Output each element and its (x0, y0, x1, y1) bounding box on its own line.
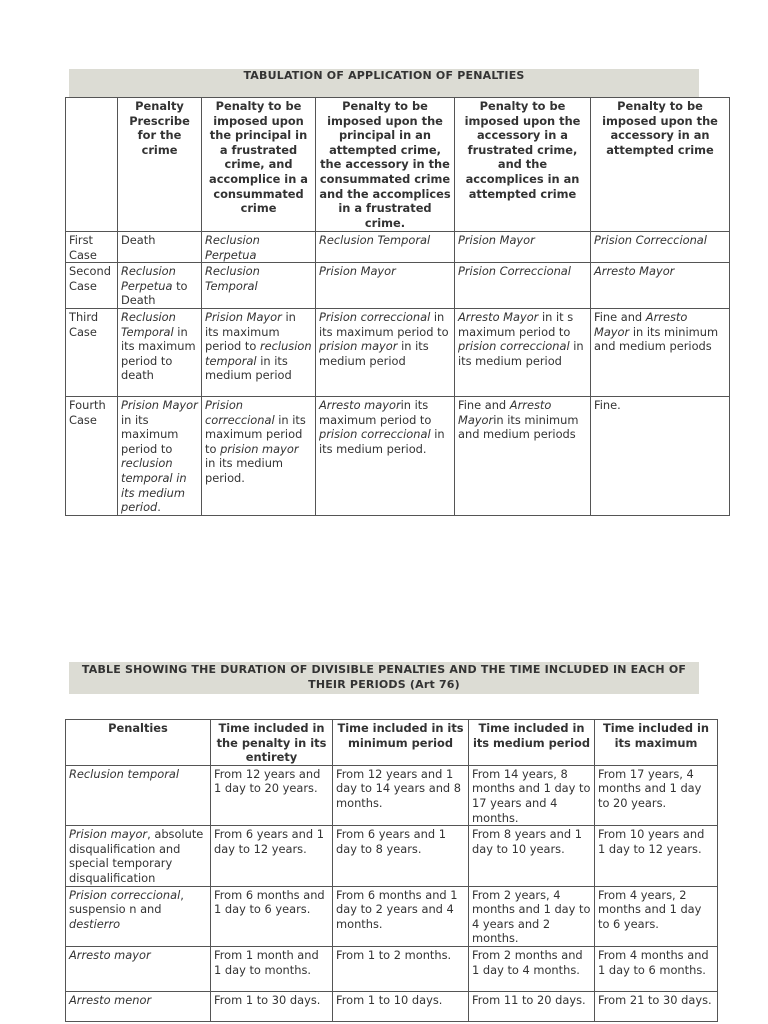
entirety-cell: From 1 to 30 days. (211, 991, 333, 1021)
accessory-frustrated-cell (455, 232, 591, 263)
text-run: in its maximum period to (205, 412, 306, 456)
table-row (66, 886, 718, 946)
case-label: First Case (66, 232, 118, 263)
italic-text: Arresto mayor (69, 947, 151, 962)
accessory-attempted-cell (591, 232, 730, 263)
text-run: Death (121, 233, 156, 247)
italic-text: Prision Mayor (458, 233, 535, 247)
italic-text: Arresto Mayor (594, 309, 688, 339)
italic-text: Reclusion Temporal (121, 309, 176, 339)
medium-cell: From 2 years, 4 months and 1 day to 4 years and 2 months. (469, 886, 595, 946)
medium-cell: From 2 months and 1 day to 4 months. (469, 946, 595, 991)
italic-text: Prision Mayor (319, 264, 396, 279)
text-run: in its medium period. (205, 456, 284, 485)
attempted-cell (316, 396, 455, 515)
minimum-cell: From 6 years and 1 day to 8 years. (333, 826, 469, 886)
accessory-attempted-cell (591, 396, 730, 515)
frustrated-cell (202, 232, 316, 263)
penalty-name (66, 826, 211, 886)
frustrated-cell (202, 308, 316, 396)
table-row (66, 765, 718, 825)
header-medium: Time included in its medium period (469, 720, 595, 766)
entirety-cell: From 6 months and 1 day to 6 years. (211, 886, 333, 946)
frustrated-cell (202, 263, 316, 309)
table-row (66, 396, 730, 515)
italic-text: Reclusion temporal (69, 766, 180, 781)
text-run: Fine and (594, 309, 646, 324)
entirety-cell: From 1 month and 1 day to months. (211, 946, 333, 991)
prescribed-cell (118, 263, 202, 309)
italic-text: Prision correccional (205, 397, 275, 427)
italic-text: Prision Mayor (205, 309, 282, 324)
text-run: . (157, 500, 161, 515)
header-frustrated: Penalty to be imposed upon the principal in a frustrated crime, and accomplice in a consummated crime (202, 98, 316, 232)
text-run: in its minimum and medium periods (458, 412, 579, 442)
text-run: in it s maximum period to (458, 309, 574, 339)
case-label: Third Case (66, 308, 118, 396)
italic-text: Prision correccional (319, 309, 431, 324)
italic-text: Reclusion Temporal (205, 264, 260, 293)
text-run: , absolute disqualification and special temporary disqualification (69, 827, 204, 885)
penalties-table-title: TABULATION OF APPLICATION OF PENALTIES (69, 69, 699, 97)
maximum-cell: From 4 years, 2 months and 1 day to 6 years. (595, 886, 718, 946)
minimum-cell: From 1 to 2 months. (333, 946, 469, 991)
penalty-name (66, 765, 211, 825)
penalty-name (66, 886, 211, 946)
header-attempted: Penalty to be imposed upon the principal in an attempted crime, the accessory in the consummated crime and the accomplices in a frustrated crime. (316, 98, 455, 232)
text-run: in its medium period (458, 339, 584, 368)
text-run: in its maximum period to (319, 397, 432, 427)
prescribed-cell (118, 232, 202, 263)
maximum-cell: From 21 to 30 days. (595, 991, 718, 1021)
durations-table-title: TABLE SHOWING THE DURATION OF DIVISIBLE PENALTIES AND THE TIME INCLUDED IN EACH OF THEIR PERIODS (Art 76) (69, 662, 699, 694)
minimum-cell: From 1 to 10 days. (333, 991, 469, 1021)
italic-text: Arresto mayor (319, 397, 401, 412)
medium-cell: From 8 years and 1 day to 10 years. (469, 826, 595, 886)
italic-text: destierro (69, 916, 121, 931)
entirety-cell: From 6 years and 1 day to 12 years. (211, 826, 333, 886)
minimum-cell: From 6 months and 1 day to 2 years and 4 months. (333, 886, 469, 946)
minimum-cell: From 12 years and 1 day to 14 years and 8 months. (333, 765, 469, 825)
header-minimum: Time included in its minimum period (333, 720, 469, 766)
text-run: , suspensio n and (69, 887, 184, 917)
accessory-attempted-cell (591, 263, 730, 309)
table-row (66, 232, 730, 263)
header-case (66, 98, 118, 232)
italic-text: Prision correccional (69, 887, 181, 902)
italic-text: prision mayor (220, 441, 299, 456)
italic-text: Prision Correccional (458, 264, 571, 279)
italic-text: Prision Mayor (121, 397, 198, 412)
attempted-cell (316, 232, 455, 263)
header-maximum: Time included in its maximum (595, 720, 718, 766)
italic-text: prision mayor (319, 339, 398, 354)
medium-cell: From 11 to 20 days. (469, 991, 595, 1021)
italic-text: Arresto Mayor (594, 264, 675, 279)
text-run: in its medium period (319, 339, 429, 368)
header-accessory-frustrated: Penalty to be imposed upon the accessory in a frustrated crime, and the accomplices in an attempted crime (455, 98, 591, 232)
text-run: in its medium period (205, 353, 292, 383)
header-penalties: Penalties (66, 720, 211, 766)
maximum-cell: From 4 months and 1 day to 6 months. (595, 946, 718, 991)
italic-text: Reclusion Perpetua (121, 264, 176, 293)
text-run: in its minimum and medium periods (594, 324, 719, 354)
italic-text: Prision mayor (69, 827, 148, 842)
table-row (66, 991, 718, 1021)
text-run: to Death (121, 278, 188, 308)
header-entirety: Time included in the penalty in its entirety (211, 720, 333, 766)
attempted-cell (316, 308, 455, 396)
maximum-cell: From 17 years, 4 months and 1 day to 20 years. (595, 765, 718, 825)
case-label: Second Case (66, 263, 118, 309)
table-row (66, 263, 730, 309)
italic-text: reclusion temporal (205, 339, 312, 368)
prescribed-cell (118, 396, 202, 515)
accessory-frustrated-cell (455, 396, 591, 515)
italic-text: Arresto Mayor (458, 309, 539, 324)
text-run: Fine. (594, 397, 621, 412)
header-accessory-attempted: Penalty to be imposed upon the accessory in an attempted crime (591, 98, 730, 232)
italic-text: Arresto Mayor (458, 397, 552, 427)
application-of-penalties-table (65, 97, 730, 516)
penalty-name (66, 946, 211, 991)
table-row (66, 946, 718, 991)
table-header-row (66, 720, 718, 766)
table-row (66, 826, 718, 886)
prescribed-cell (118, 308, 202, 396)
text-run: in its maximum period to (205, 309, 296, 354)
text-run: in its maximum period to (319, 309, 449, 339)
attempted-cell (316, 263, 455, 309)
italic-text: Prision Correccional (594, 233, 707, 247)
text-run: in its maximum period to (121, 412, 179, 456)
accessory-attempted-cell (591, 308, 730, 396)
maximum-cell: From 10 years and 1 day to 12 years. (595, 826, 718, 886)
italic-text: reclusion temporal in its medium period (121, 456, 187, 515)
text-run: Fine and (458, 397, 510, 412)
table-row (66, 308, 730, 396)
italic-text: Reclusion Temporal (319, 233, 431, 247)
italic-text: prision correccional (458, 339, 570, 354)
frustrated-cell (202, 396, 316, 515)
text-run: in its medium period. (319, 427, 445, 456)
italic-text: Reclusion Perpetua (205, 233, 260, 262)
case-label: Fourth Case (66, 396, 118, 515)
penalty-name (66, 991, 211, 1021)
accessory-frustrated-cell (455, 308, 591, 396)
italic-text: prision correccional (319, 427, 431, 442)
italic-text: Arresto menor (69, 992, 152, 1007)
medium-cell: From 14 years, 8 months and 1 day to 17 years and 4 months. (469, 765, 595, 825)
divisible-penalties-duration-table (65, 719, 718, 1022)
text-run: in its maximum period to death (121, 324, 196, 383)
accessory-frustrated-cell (455, 263, 591, 309)
entirety-cell: From 12 years and 1 day to 20 years. (211, 765, 333, 825)
header-prescribed: Penalty Prescribe for the crime (118, 98, 202, 232)
table-header-row (66, 98, 730, 232)
